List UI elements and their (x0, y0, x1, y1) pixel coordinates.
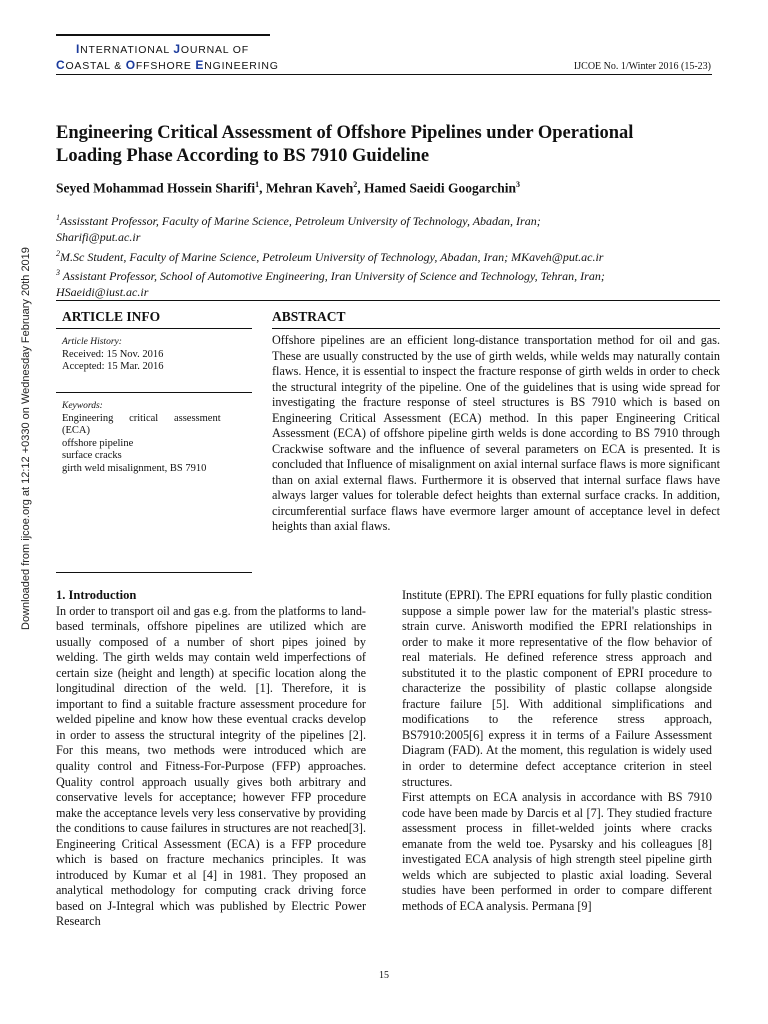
journal-name (56, 42, 279, 74)
keyword-item: girth weld misalignment, BS 7910 (62, 462, 207, 474)
article-history (62, 336, 252, 374)
affiliation-text: Sharifi@put.ac.ir (56, 230, 141, 245)
received-date: Received: 15 Nov. 2016 (62, 348, 164, 360)
paper-title-line: Loading Phase According to BS 7910 Guideline (56, 146, 430, 166)
article-info-rule (56, 328, 252, 329)
section-rule (56, 300, 720, 301)
keyword-item: surface cracks (62, 450, 122, 461)
paper-title (56, 122, 716, 168)
paper-title-line: Engineering Critical Assessment of Offshore Pipelines under Operational (56, 123, 634, 143)
intro-column-left (56, 588, 366, 930)
keywords-block (62, 400, 252, 475)
affiliation-sup: 1 (56, 213, 60, 222)
article-info-heading: ARTICLE INFO (62, 309, 161, 324)
journal-cap-i: I (76, 42, 81, 56)
journal-cap-e: E (195, 58, 205, 72)
header-rule (56, 74, 712, 75)
affiliation-line (56, 284, 716, 300)
abstract-heading: ABSTRACT (272, 309, 346, 324)
intro-paragraph: First attempts on ECA analysis in accordance with BS 7910 code have been made by Darcis et al [7]. They studied fracture assessment process in fillet-welded joints where cracks emanate from the weld toe. Pysarsky and his colleagues [8] investigated ECA analysis of high strength steel pipeline girth welds which are subjected to plastic axial loading. Several studies have been performed in order to compare different methods of ECA analysis. Permana [9] (402, 790, 712, 913)
issue-info: IJCOE No. 1/Winter 2016 (15-23) (573, 61, 711, 72)
affiliation-text: Assisstant Professor, Faculty of Marine Science, Petroleum University of Technology, Abadan, Iran; (60, 214, 541, 228)
author-list (56, 180, 716, 197)
journal-top-rule (56, 34, 270, 36)
history-label: Article History: (62, 337, 122, 347)
affiliation-line (56, 229, 716, 245)
abstract-text: Offshore pipelines are an efficient long-distance transportation method for oil and gas. These are usually constructed by the use of girth welds, while welds may naturally contain flaws. Hence, it is essential to inspect the fracture response of girth welds in order to check the structural integrity of the pipeline. One of the guidelines that is using wide spread for investigating the fracture response of steel structures is BS 7910 which is based on Engineering Critical Assessment (ECA) method. In this paper Engineering Critical Assessment (ECA) of offshore pipeline girth welds is done according to BS 7910 through Crackwise software and the influence of several parameters on ECA is presented. It is concluded that Influence of misalignment on axial internal surface flaws is more significant than on axial external flaws. Furthermore it is observed that internal surface flaws have always larger values for tolerable defect heights than external surface cracks. In addition, circumferential surface flaws have evermore larger amount of acceptance level in defect heights than axial flaws. (272, 333, 720, 533)
download-stamp: Downloaded from ijcoe.org at 12:12 +0330 on Wednesday February 20th 2019 (20, 247, 32, 630)
affiliations (56, 210, 716, 300)
author-name: Seyed Mohammad Hossein Sharifi (56, 180, 256, 196)
affiliation-line (56, 265, 716, 284)
accepted-date: Accepted: 15 Mar. 2016 (62, 361, 164, 372)
affiliation-sup: 3 (56, 267, 60, 277)
journal-word: NGINEERING (204, 60, 279, 72)
keyword-item: Engineering critical assessment (62, 412, 221, 424)
author-name: Hamed Saeidi Googarchin (364, 180, 517, 196)
intro-paragraph: Institute (EPRI). The EPRI equations for fully plastic condition suppose a simple power law for the material's plastic stress-strain curve. Anisworth modified the EPRI relationships in order to make it more representative of the flow behavior of real materials. He defined reference stress approach and substituted it to the plastic component of EPRI procedure to characterize the possibility of plastic collapse alongside fracture failure [5]. With additional simplifications and modifications to the reference stress approach, BS7910:2005[6] express it in terms of a Failure Assessment Diagram (FAD). At the moment, this regulation is widely used in order to determine defect acceptance criterion in steel structures. (402, 588, 712, 789)
affiliation-text: HSaeidi@iust.ac.ir (56, 285, 149, 300)
author-name: Mehran Kaveh (265, 180, 354, 196)
intro-column-right (402, 588, 712, 914)
intro-heading: 1. Introduction (56, 588, 137, 602)
article-info-rule (56, 572, 252, 573)
article-info-rule (56, 392, 252, 393)
affiliation-sup: 2 (56, 248, 60, 258)
journal-cap-o: O (125, 58, 136, 72)
author-sep: , (259, 180, 266, 196)
author-sep: , (357, 180, 365, 196)
keyword-item: offshore pipeline (62, 437, 134, 449)
journal-word: OASTAL & (65, 60, 126, 72)
author-sup: 2 (353, 180, 358, 189)
affiliation-line (56, 246, 716, 265)
keywords-label: Keywords: (62, 401, 103, 411)
page-number: 15 (379, 970, 389, 981)
journal-word: OURNAL OF (180, 44, 249, 56)
journal-cap-j: J (173, 42, 181, 56)
abstract-rule (272, 328, 720, 329)
journal-name-line1 (56, 42, 279, 58)
journal-word: FFSHORE (135, 60, 196, 72)
journal-name-line2 (56, 58, 279, 74)
journal-cap-c: C (56, 58, 66, 72)
affiliation-text: M.Sc Student, Faculty of Marine Science, Petroleum University of Technology, Abadan, Iran; MKaveh@put.ac.ir (60, 249, 604, 264)
affiliation-text: Assistant Professor, School of Automotive Engineering, Iran University of Science and Technology, Tehran, Iran; (60, 268, 605, 283)
intro-paragraph: In order to transport oil and gas e.g. from the platforms to land-based terminals, offshore pipelines are utilized which are usually composed of a number of short pipes joined by welding. The girth welds may contain weld imperfections of certain size (height and length) at specific location along the longitudinal direction of the weld. [1]. Therefore, it is important to find a suitable fracture assessment procedure for welded pipeline and know how these eventual cracks develop in order to assess the structural integrity of the pipelines [2]. For this means, two methods were introduced which are quality control and Fitness-For-Purpose (FFP) approaches. Quality control approach usually gives both arbitrary and conservative levels for acceptance; however FFP procedure make the acceptance levels very less conservative by providing the conditions to cause failures in structures are not reached[3]. Engineering Critical Assessment (ECA) is a FFP procedure which is based on fracture mechanics principles. It was introduced by Kumar et al [4] in 1981. They proposed an analytical methodology for computing crack driving force based on J-Integral which was published by Electric Power Research (56, 603, 366, 929)
affiliation-line (56, 210, 716, 229)
author-sup: 1 (255, 180, 260, 189)
journal-word: NTERNATIONAL (80, 44, 174, 56)
author-sup: 3 (516, 180, 521, 189)
keyword-item: (ECA) (62, 425, 90, 436)
